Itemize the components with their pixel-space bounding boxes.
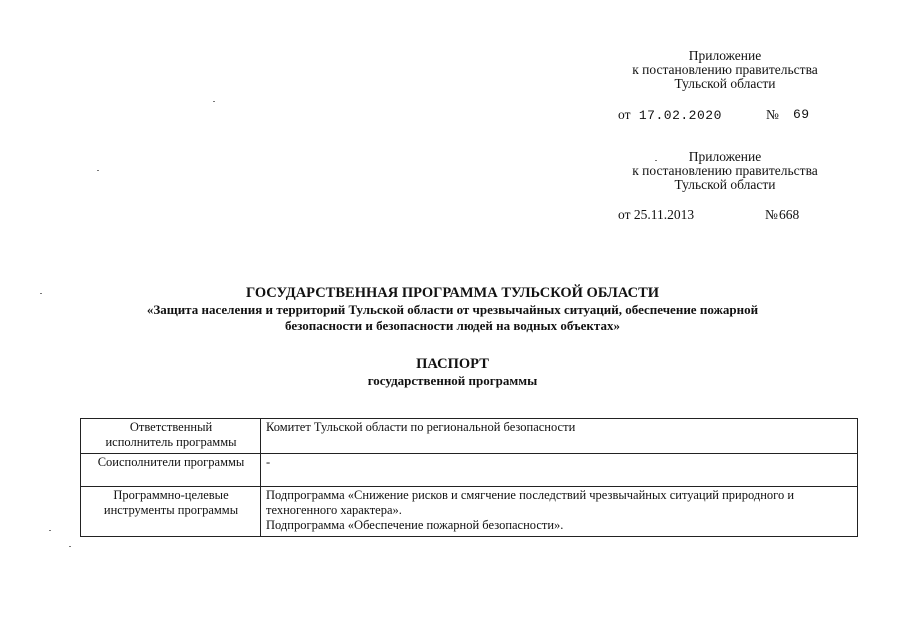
resolution-number: 668 [779,207,800,222]
scan-speck [40,293,42,294]
scan-speck [213,101,215,102]
table-row [81,419,858,454]
appendix-line: к постановлению правительства [632,62,818,77]
passport-table [80,418,858,537]
program-subtitle-line: безопасности и безопасности людей на водных объектах» [285,318,620,333]
number-prefix: № [766,107,779,122]
value-line: Комитет Тульской области по региональной безопасности [266,420,576,434]
appendix-line: к постановлению правительства [632,163,818,178]
value-line: Подпрограмма «Снижение рисков и смягчение последствий чрезвычайных ситуаций природного и [266,488,795,502]
row-value-coexecutors [261,454,858,487]
value-line: Подпрограмма «Обеспечение пожарной безопасности». [266,518,564,532]
label-line: Ответственный [129,420,213,434]
label-line: Соисполнители программы [97,455,245,469]
resolution-date-line-current [618,107,810,123]
date-prefix: от [618,207,631,222]
scan-speck [69,546,71,547]
resolution-date: 17.02.2020 [638,108,722,123]
resolution-date: 25.11.2013 [633,207,695,222]
label-line: инструменты программы [103,503,239,517]
resolution-date-line-original [618,207,800,223]
appendix-block-original [605,150,845,192]
date-prefix: от [618,107,631,122]
appendix-line: Тульской области [674,76,776,91]
passport-subtitle: государственной программы [367,373,538,388]
resolution-number: 69 [793,107,810,122]
appendix-line: Тульской области [674,177,776,192]
appendix-line: Приложение [688,48,762,63]
row-label-coexecutors [81,454,261,487]
program-subtitle-line: «Защита населения и территорий Тульской области от чрезвычайных ситуаций, обеспечение пожарной [146,302,759,317]
program-subtitle [0,302,905,334]
program-title: ГОСУДАРСТВЕННАЯ ПРОГРАММА ТУЛЬСКОЙ ОБЛАСТИ [245,285,660,301]
row-value-responsible [261,419,858,454]
row-label-responsible [81,419,261,454]
scan-speck [49,530,51,531]
table-row [81,454,858,487]
scan-speck [97,170,99,171]
passport-title: ПАСПОРТ [416,356,489,372]
label-line: Программно-целевые [113,488,229,502]
row-label-instruments [81,487,261,537]
appendix-block-current [605,49,845,91]
value-line: техногенного характера». [266,503,402,517]
number-prefix: № [765,207,778,222]
row-value-instruments [261,487,858,537]
label-line: исполнитель программы [105,435,237,449]
table-row [81,487,858,537]
appendix-line: Приложение [688,149,762,164]
value-line: - [266,455,271,469]
scan-speck [655,160,657,161]
